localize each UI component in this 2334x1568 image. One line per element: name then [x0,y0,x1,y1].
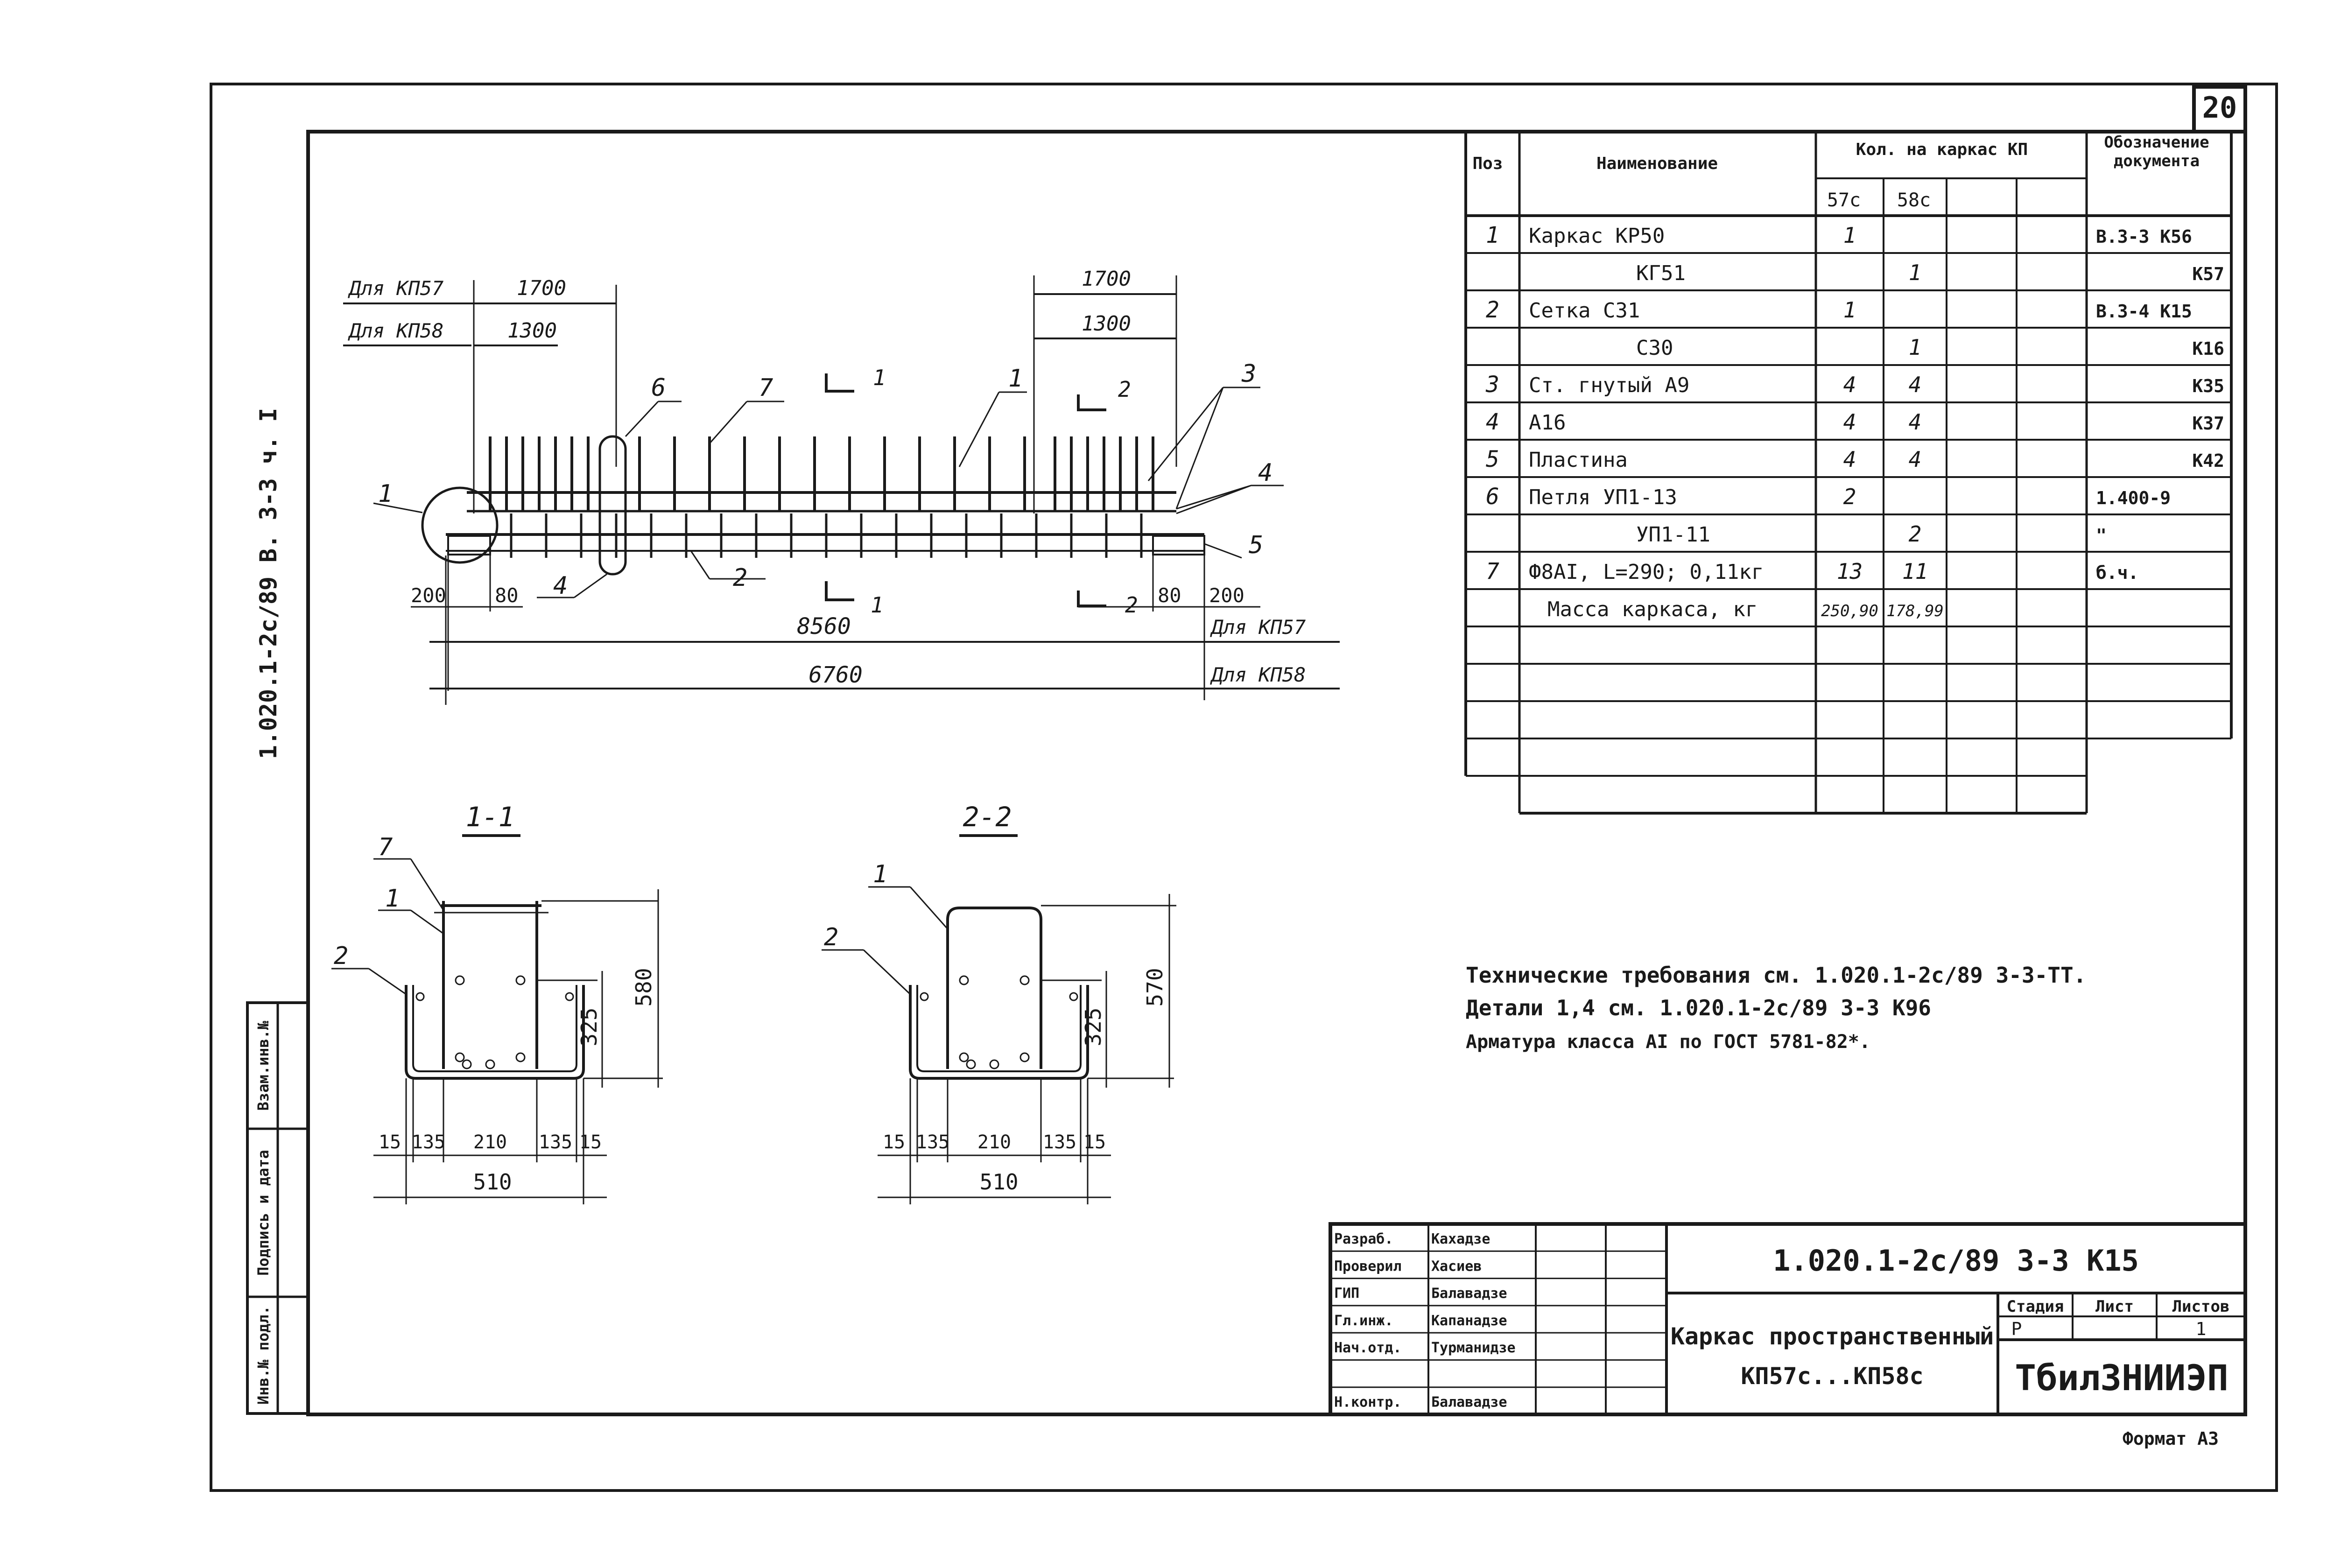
spec-row-name: Каркас КР50 [1529,224,1665,248]
sec1-callout-1: 1 [385,885,400,913]
spec-row-name: УП1-11 [1636,523,1710,547]
callout-5: 5 [1249,531,1264,559]
dim-80-left: 80 [495,584,519,607]
dim-sec1-b4: 15 [579,1132,602,1153]
callout-4-left: 4 [553,572,568,600]
spec-row-qty57: 4 [1843,447,1856,472]
spec-header-pos: Поз [1472,154,1503,173]
spec-row-qty57: 1 [1843,297,1856,323]
spec-row-qty58: 178,99 [1886,602,1944,620]
spec-row-name: Масса каркаса, кг [1547,598,1758,621]
side-doc-code: 1.020.1-2с/89 В. 3-3 ч. I [255,408,282,759]
dim-sec1-b2: 210 [473,1132,507,1153]
label-kp58-top: Для КП58 [349,319,444,342]
cut-2-top: 2 [1118,377,1131,402]
spec-row-pos: 5 [1486,446,1499,472]
inner-frame [308,132,2245,1414]
spec-row-name: Петля УП1-13 [1529,485,1677,509]
callout-7: 7 [759,374,773,402]
title-block-roles [1330,1231,1666,1411]
dim-6760: 6760 [808,662,863,688]
dim-510-sec1: 510 [473,1169,512,1195]
spec-row-doc: 1.400-9 [2096,488,2171,508]
spec-row-doc: К42 [2192,450,2224,471]
tb-role: Проверил [1334,1258,1402,1275]
spec-row-doc: В.3-3 К56 [2096,226,2192,247]
label-kp57-bottom: Для КП57 [1211,616,1306,639]
stamp-vzam: Взам.инв.№ [254,1020,272,1111]
spec-row-pos: 2 [1486,297,1499,323]
title-block [1330,1224,2245,1414]
dim-325-sec1: 325 [576,1007,602,1047]
callout-6: 6 [651,374,666,402]
dim-sec1-b3: 135 [538,1132,573,1153]
spec-row-qty57: 2 [1843,484,1856,509]
stamp-inv-podl: Инв.№ подл. [254,1306,272,1405]
spec-row-name: Ст. гнутый А9 [1529,373,1690,397]
section-1-1-title: 1-1 [465,801,515,833]
label-kp58-bottom: Для КП58 [1211,663,1306,686]
spec-row-doc: В.3-4 К15 [2096,301,2192,322]
spec-row-name: А16 [1529,411,1566,435]
spec-header-qty: Кол. на каркас КП [1856,140,2028,159]
spec-row-qty58: 4 [1908,447,1922,472]
spec-header-designation: Обозначение документа [2104,133,2209,170]
spec-row-doc: К16 [2192,338,2224,359]
dim-1700-left: 1700 [517,276,566,300]
spec-row-pos: 6 [1486,484,1499,510]
side-stamp [247,1003,308,1413]
dim-80-right: 80 [1158,584,1181,607]
dim-sec2-b2: 210 [977,1132,1012,1153]
spec-table [1466,132,2231,813]
note-line-3: Арматура класса АI по ГОСТ 5781-82*. [1466,1031,1870,1053]
sheet-header: Лист [2095,1297,2134,1316]
format-label: Формат А3 [2123,1428,2219,1449]
dim-580: 580 [631,968,656,1007]
tb-role: Гл.инж. [1334,1312,1393,1329]
spec-row-qty57: 4 [1843,409,1856,435]
spec-row-pos: 1 [1486,222,1499,248]
note-line-1: Технические требования см. 1.020.1-2с/89 3-3-ТТ. [1466,963,2087,988]
sec2-callout-2: 2 [824,923,839,951]
spec-row-pos: 4 [1486,409,1499,435]
tb-role: Нач.отд. [1334,1340,1402,1357]
callout-1-left: 1 [378,480,393,508]
section-2-2-title: 2-2 [963,801,1012,833]
elevation-view [343,267,1340,705]
section-1-1 [331,801,663,1204]
section-2-2 [822,801,1176,1204]
object-title-line-1: Каркас пространственный [1670,1323,1994,1350]
tb-name: Балавадзе [1431,1285,1507,1302]
sheets-header: Листов [2172,1297,2230,1316]
technical-notes [1466,963,2086,1053]
tb-role: Н.контр. [1334,1394,1402,1411]
stamp-podpis: Подпись и дата [254,1150,272,1276]
page-number: 20 [2202,91,2237,125]
callout-4-right: 4 [1258,459,1273,487]
spec-row-doc: К35 [2192,376,2224,396]
dim-325-sec2: 325 [1081,1007,1106,1047]
sec1-callout-7: 7 [378,833,393,861]
spec-row-pos: 3 [1486,372,1499,398]
object-title-line-2: КП57с...КП58с [1741,1363,1924,1390]
dim-570: 570 [1142,968,1167,1007]
spec-row-qty58: 1 [1908,260,1922,285]
spec-header-name: Наименование [1596,154,1718,173]
cut-1-bottom: 1 [871,592,884,618]
spec-row-doc: " [2096,525,2107,546]
dim-8560: 8560 [797,613,851,640]
spec-row-qty58: 2 [1908,521,1922,547]
spec-header-qty-57: 57с [1827,190,1861,211]
tb-name: Капанадзе [1431,1312,1507,1329]
spec-row-qty57: 4 [1843,372,1856,397]
spec-row-qty58: 4 [1908,409,1922,435]
spec-row-pos: 7 [1486,558,1499,584]
spec-row-name: Ф8АI, L=290; 0,11кг [1529,560,1764,584]
spec-row-doc: К37 [2192,413,2224,434]
dim-1300-left: 1300 [507,319,557,343]
vertical-bars [490,436,1153,558]
sec1-callout-2: 2 [334,942,349,970]
dim-sec1-b1: 135 [411,1132,446,1153]
tb-role: Разраб. [1334,1230,1393,1247]
callout-1-top: 1 [1008,365,1023,393]
dim-510-sec2: 510 [979,1169,1019,1195]
label-kp57-top: Для КП57 [349,277,444,300]
sec2-callout-1: 1 [873,860,888,888]
spec-row-name: Пластина [1529,448,1628,472]
spec-row-doc: б.ч. [2096,563,2139,583]
spec-table-rows [1485,222,2224,621]
doc-code: 1.020.1-2с/89 3-3 К15 [1773,1244,2139,1278]
spec-row-qty57: 250,90 [1821,602,1878,620]
tb-name: Кахадзе [1431,1230,1490,1247]
dim-1700-right: 1700 [1082,267,1131,291]
spec-header-qty-58: 58с [1897,190,1931,211]
dim-sec2-b3: 135 [1042,1132,1077,1153]
sheets-value: 1 [2195,1319,2207,1339]
spec-row-qty57: 1 [1843,223,1856,248]
callout-3: 3 [1242,360,1257,388]
spec-row-name: С30 [1636,336,1673,360]
cut-2-bottom: 2 [1125,592,1138,618]
spec-row-name: Сетка С31 [1529,299,1640,323]
spec-row-qty58: 4 [1908,372,1922,397]
dim-sec2-b4: 15 [1083,1132,1106,1153]
spec-row-qty57: 13 [1836,559,1863,584]
note-line-2: Детали 1,4 см. 1.020.1-2с/89 3-3 К96 [1466,995,1931,1020]
cut-1-top: 1 [873,365,886,390]
dim-200-left: 200 [411,584,446,607]
tb-role: ГИП [1334,1285,1360,1302]
dim-sec2-b1: 135 [915,1132,950,1153]
tb-name: Балавадзе [1431,1394,1507,1411]
stage-value: Р [2011,1319,2022,1339]
dim-200-right: 200 [1209,584,1244,607]
dim-1300-right: 1300 [1082,312,1131,336]
tb-name: Турманидзе [1431,1340,1516,1357]
dim-sec1-b0: 15 [378,1132,401,1153]
callout-2: 2 [733,564,748,592]
stage-header: Стадия [2006,1297,2064,1316]
spec-row-qty58: 1 [1908,335,1922,360]
spec-row-doc: К57 [2192,264,2224,284]
tb-name: Хасиев [1431,1258,1482,1275]
spec-row-qty58: 11 [1902,559,1928,584]
organization: ТбилЗНИИЭП [2015,1357,2229,1399]
spec-row-name: КГ51 [1636,261,1686,285]
dim-sec2-b0: 15 [882,1132,906,1153]
